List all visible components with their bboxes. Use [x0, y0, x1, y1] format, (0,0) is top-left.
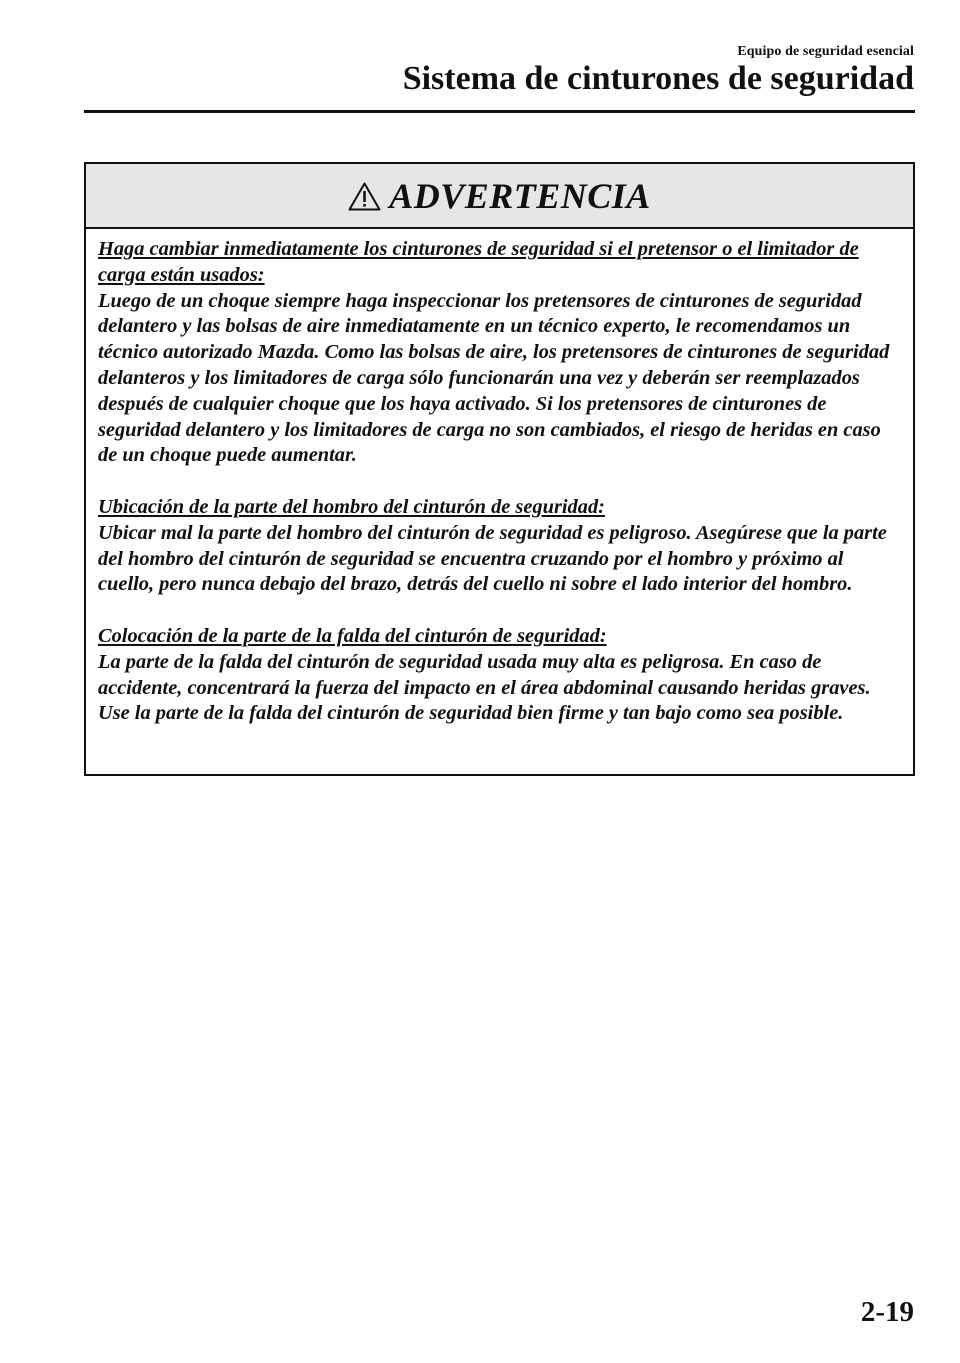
- section-text: Luego de un choque siempre haga inspeccionar los pretensores de cinturones de seguridad delantero y las bolsas de aire inmediatamente en un técnico experto, le recomendamos un técnico autorizado Mazda. Como las bolsas de aire, los pretensores de cinturones de seguridad delanteros y los limitadores de carga sólo funcionarán una vez y deberán ser reemplazados después de cualquier choque que los haya activado. Si los pretensores de cinturones de seguridad delantero y los limitadores de carga no son cambiados, el riesgo de heridas en caso de un choque puede aumentar.: [98, 289, 890, 467]
- warning-heading: ADVERTENCIA: [389, 175, 651, 216]
- page-number: 2-19: [860, 1296, 914, 1328]
- section-heading: Colocación de la parte de la falda del cinturón de seguridad:: [98, 624, 607, 647]
- header-divider: [84, 110, 915, 113]
- header-section-label: Equipo de seguridad esencial: [737, 44, 914, 59]
- warning-section-lap-belt: [98, 624, 901, 727]
- warning-header: [86, 164, 913, 229]
- section-heading: Ubicación de la parte del hombro del cinturón de seguridad:: [98, 495, 605, 518]
- warning-triangle-icon: [348, 182, 381, 211]
- warning-section-pretensioner: [98, 237, 901, 469]
- section-heading: Haga cambiar inmediatamente los cinturones de seguridad si el pretensor o el limitador de carga están usados:: [98, 238, 859, 286]
- warning-section-shoulder-belt: [98, 495, 901, 598]
- page-title: Sistema de cinturones de seguridad: [402, 60, 914, 97]
- warning-box: [84, 162, 915, 776]
- section-text: Ubicar mal la parte del hombro del cinturón de seguridad es peligroso. Asegúrese que la parte del hombro del cinturón de seguridad se encuentra cruzando por el hombro y próximo al cuello, pero nunca debajo del brazo, detrás del cuello ni sobre el lado interior del hombro.: [98, 521, 887, 596]
- warning-body: [86, 229, 913, 727]
- section-text: La parte de la falda del cinturón de seguridad usada muy alta es peligrosa. En caso de accidente, concentrará la fuerza del impacto en el área abdominal causando heridas graves. Use la parte de la falda del cinturón de seguridad bien firme y tan bajo como sea posible.: [98, 650, 871, 725]
